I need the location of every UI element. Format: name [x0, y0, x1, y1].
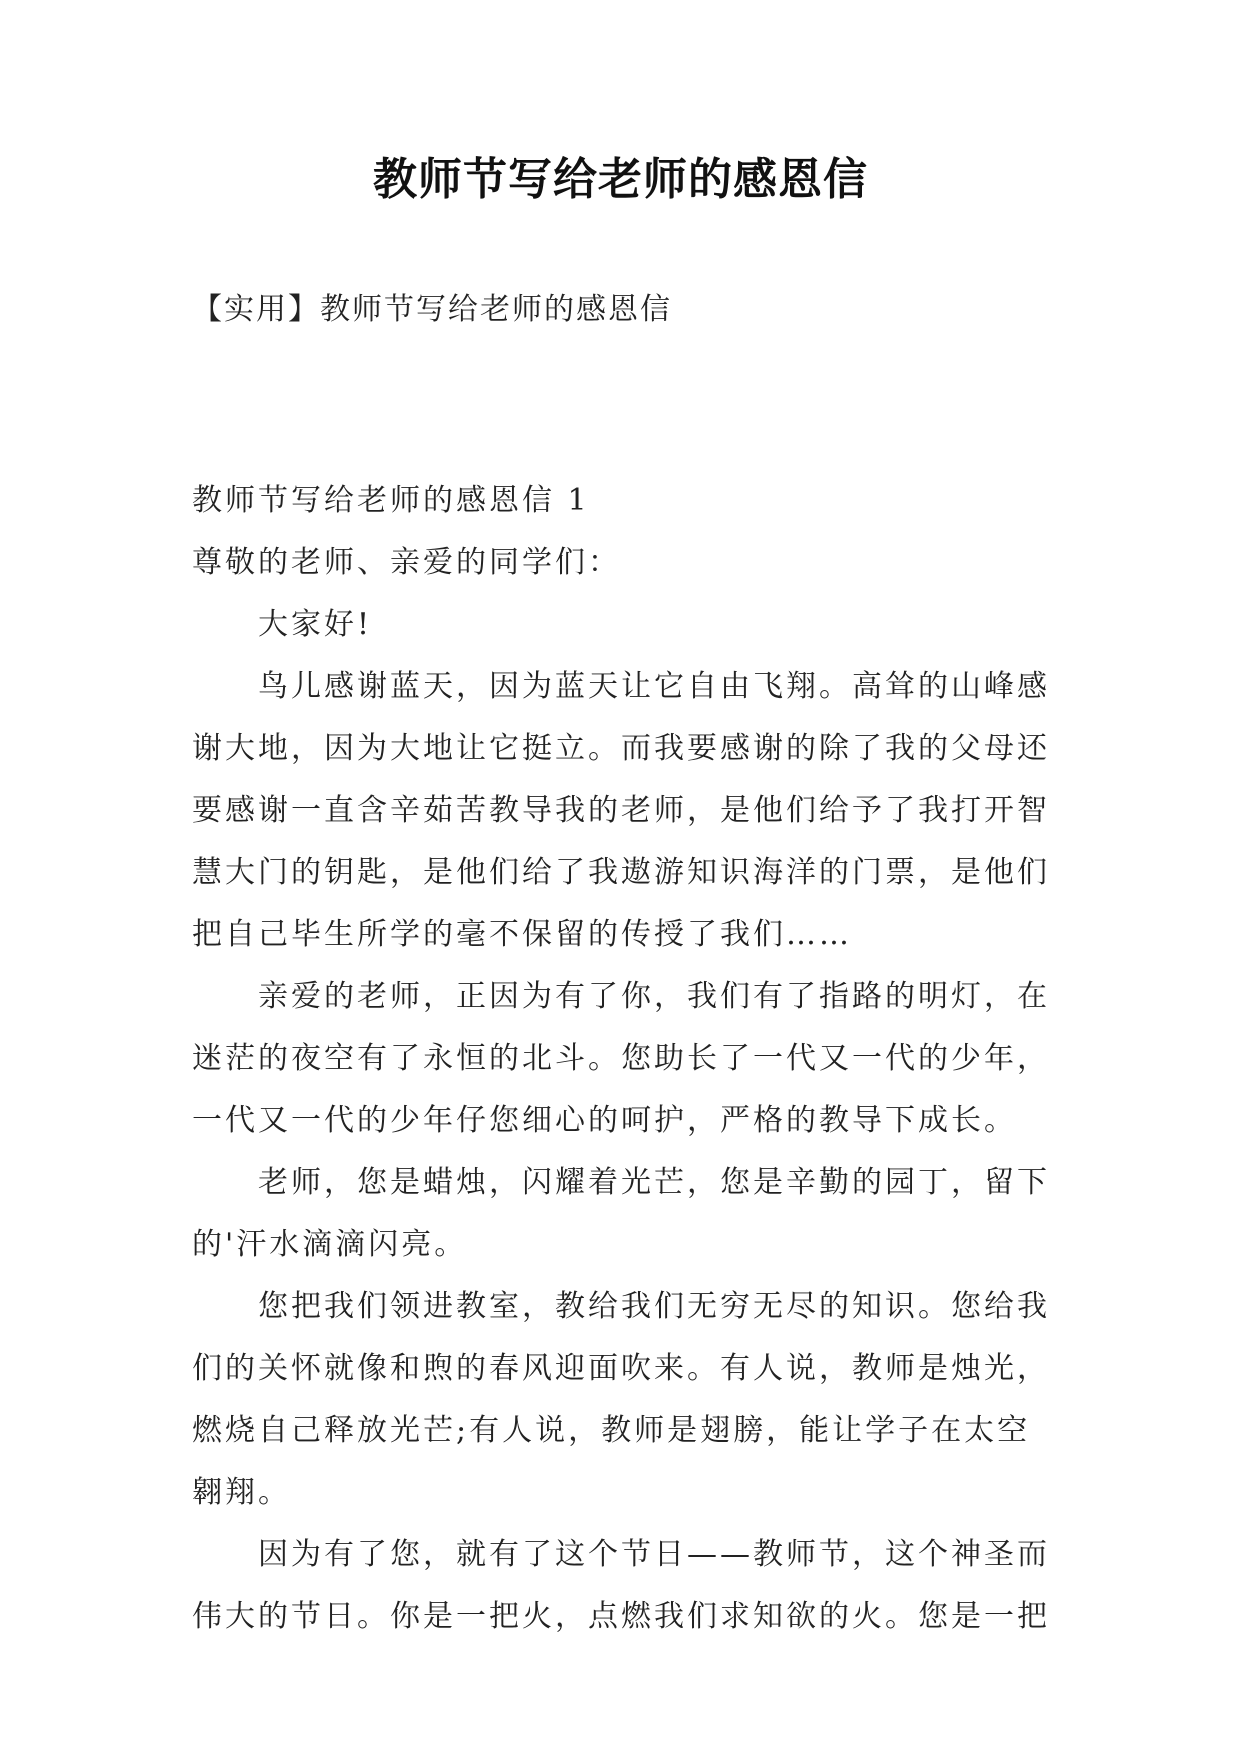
body-line: 要感谢一直含辛茹苦教导我的老师，是他们给予了我打开智: [192, 793, 1050, 828]
body-line: 慧大门的钥匙，是他们给了我遨游知识海洋的门票，是他们: [192, 855, 1050, 890]
body-line: 伟大的节日。你是一把火，点燃我们求知欲的火。您是一把: [192, 1599, 1050, 1634]
body-line: 您把我们领进教室，教给我们无穷无尽的知识。您给我: [258, 1289, 1050, 1324]
body-line: 们的关怀就像和煦的春风迎面吹来。有人说，教师是烛光，: [192, 1351, 1050, 1386]
body-line: 亲爱的老师，正因为有了你，我们有了指路的明灯，在: [258, 979, 1050, 1014]
body-line: 教师节写给老师的感恩信 1: [192, 483, 590, 518]
body-line: 尊敬的老师、亲爱的同学们：: [192, 545, 621, 580]
body-line: 因为有了您，就有了这个节日——教师节，这个神圣而: [258, 1537, 1050, 1572]
body-line: 迷茫的夜空有了永恒的北斗。您助长了一代又一代的少年，: [192, 1041, 1050, 1076]
body-line: 把自己毕生所学的毫不保留的传授了我们……: [192, 917, 852, 952]
body-line: 大家好!: [258, 607, 373, 642]
body-line: 的'汗水滴滴闪亮。: [192, 1227, 468, 1262]
document-title: 教师节写给老师的感恩信: [373, 154, 868, 205]
body-line: 一代又一代的少年仔您细心的呵护，严格的教导下成长。: [192, 1103, 1017, 1138]
body-line: 燃烧自己释放光芒;有人说，教师是翅膀，能让学子在太空: [192, 1413, 1031, 1448]
body-line: 翱翔。: [192, 1475, 291, 1510]
document-body: [192, 470, 1052, 1648]
document-subtitle: 【实用】教师节写给老师的感恩信: [192, 292, 672, 327]
body-line: 谢大地，因为大地让它挺立。而我要感谢的除了我的父母还: [192, 731, 1050, 766]
body-line: 老师，您是蜡烛，闪耀着光芒，您是辛勤的园丁，留下: [258, 1165, 1050, 1200]
body-line: 鸟儿感谢蓝天，因为蓝天让它自由飞翔。高耸的山峰感: [258, 669, 1050, 704]
